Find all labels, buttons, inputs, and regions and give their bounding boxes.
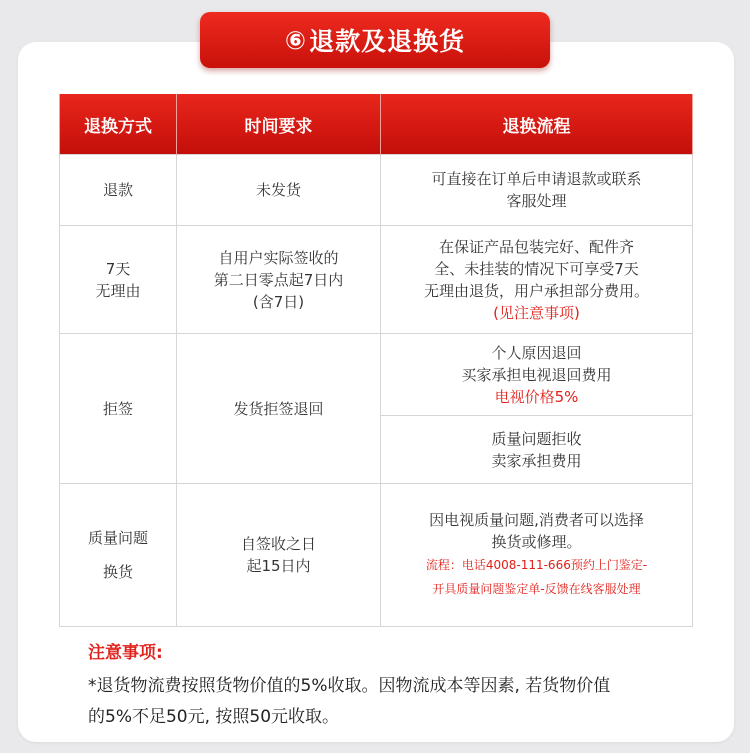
table-row-reject-personal	[60, 334, 693, 416]
table-row-quality-issue	[60, 484, 693, 627]
cell-process-refund: 可直接在订单后申请退款或联系 客服处理	[381, 155, 693, 226]
cell-time-quality-issue: 自签收之日 起15日内	[177, 484, 381, 627]
notes-line-1: *退货物流费按照货物价值的5%收取。因物流成本等因素, 若货物价值	[88, 676, 611, 696]
cell-method-seven-day: 7天 无理由	[60, 226, 177, 334]
column-header-process: 退换流程	[381, 94, 693, 155]
table-header-row	[60, 94, 693, 155]
cell-method-refund: 退款	[60, 155, 177, 226]
table-row-seven-day	[60, 226, 693, 334]
section-number: ⑥	[284, 25, 308, 55]
table-row-refund	[60, 155, 693, 226]
see-notes-link-text: (见注意事项)	[493, 303, 580, 322]
process-flow-line-2: 开具质量问题鉴定单-反馈在线客服处理	[432, 582, 641, 596]
cell-time-reject: 发货拒签退回	[177, 334, 381, 484]
notes-title: 注意事项:	[88, 643, 163, 663]
column-header-time: 时间要求	[177, 94, 381, 155]
notes-section	[88, 638, 698, 733]
cell-time-refund: 未发货	[177, 155, 381, 226]
notes-body	[88, 671, 698, 733]
cell-process-seven-day: 在保证产品包装完好、配件齐 全、未挂装的情况下可享受7天 无理由退货，用户承担部分费用。 (见注意事项)	[381, 226, 693, 334]
cell-process-reject-quality: 质量问题拒收 卖家承担费用	[381, 416, 693, 484]
tv-price-fee-note: 电视价格5%	[494, 387, 579, 406]
cell-process-quality-issue: 因电视质量问题,消费者可以选择 换货或修理。 流程：电话4008-111-666预约上门鉴定- 开具质量问题鉴定单-反馈在线客服处理	[381, 484, 693, 627]
column-header-method: 退换方式	[60, 94, 177, 155]
process-flow-line-1: 流程：电话4008-111-666预约上门鉴定-	[425, 558, 648, 572]
cell-time-seven-day: 自用户实际签收的 第二日零点起7日内 (含7日)	[177, 226, 381, 334]
cell-method-quality-issue: 质量问题 换货	[60, 484, 177, 627]
cell-process-reject-personal: 个人原因退回 买家承担电视退回费用 电视价格5%	[381, 334, 693, 416]
cell-method-reject: 拒签	[60, 334, 177, 484]
notes-line-2: 的5%不足50元, 按照50元收取。	[88, 707, 340, 727]
section-title-banner	[200, 12, 550, 68]
return-policy-table	[59, 94, 693, 627]
section-title: 退款及退换货	[309, 27, 466, 56]
